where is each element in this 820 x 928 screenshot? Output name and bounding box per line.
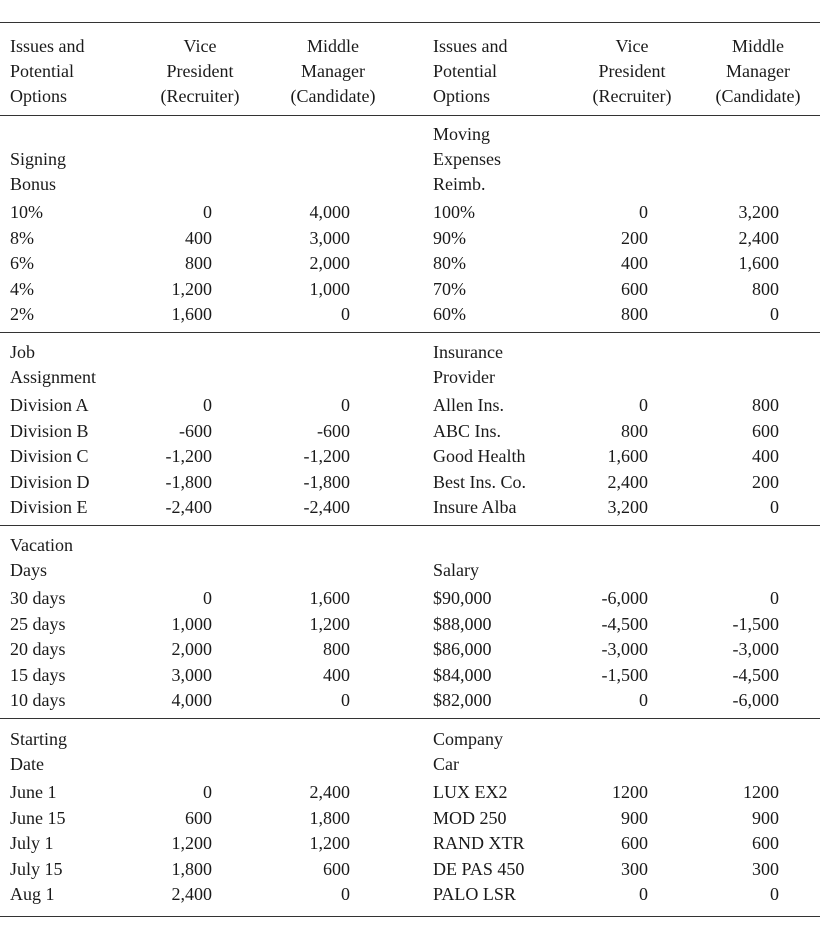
middle-manager-value: 4,000 — [309, 202, 350, 222]
option-label: 2% — [10, 304, 34, 324]
vice-president-value: 3,200 — [607, 497, 648, 517]
header-rule — [0, 115, 820, 116]
vice-president-value: 300 — [621, 858, 648, 879]
middle-manager-value: 1200 — [743, 782, 779, 802]
option-label: $84,000 — [433, 664, 492, 685]
option-label: June 1 — [10, 782, 57, 802]
vice-president-value: 0 — [639, 690, 648, 710]
section-title: Starting — [10, 729, 67, 749]
vice-president-value: 0 — [203, 588, 212, 608]
option-label: MOD 250 — [433, 807, 507, 828]
vice-president-value: 1200 — [612, 782, 648, 802]
middle-manager-value: 1,600 — [738, 253, 779, 273]
option-label: 30 days — [10, 588, 66, 608]
section-title: Assignment — [10, 367, 97, 387]
option-label: 60% — [433, 304, 466, 324]
option-label: June 15 — [10, 807, 66, 828]
vice-president-value: -4,500 — [601, 613, 648, 634]
vice-president-value: 0 — [203, 395, 212, 415]
section-title: Vacation — [10, 535, 73, 555]
header-vice-president-label: Vice — [615, 36, 649, 56]
vice-president-value: 4,000 — [171, 690, 212, 710]
middle-manager-value: 400 — [323, 664, 350, 685]
vice-president-value: 0 — [639, 202, 648, 222]
header-issues-label: Issues and — [10, 36, 85, 56]
option-label: Best Ins. Co. — [433, 471, 527, 492]
middle-manager-value: -4,500 — [732, 664, 779, 685]
vice-president-value: 600 — [621, 833, 648, 853]
vice-president-value: 3,000 — [171, 664, 212, 685]
middle-manager-value: 600 — [752, 420, 779, 441]
header-issues-label: Potential — [433, 61, 497, 81]
middle-manager-value: 0 — [770, 884, 779, 904]
table-bottom-rule — [0, 916, 820, 917]
middle-manager-value: 0 — [341, 690, 350, 710]
header-vice-president-label: President — [166, 61, 234, 81]
vice-president-value: -1,800 — [165, 471, 212, 492]
option-label: 80% — [433, 253, 466, 273]
section-title: Expenses — [433, 149, 501, 169]
option-label: 4% — [10, 278, 34, 299]
header-issues-label: Issues and — [433, 36, 508, 56]
vice-president-value: 600 — [185, 807, 212, 828]
middle-manager-value: 3,200 — [738, 202, 779, 222]
header-middle-manager-label: (Candidate) — [290, 86, 376, 106]
option-label: 6% — [10, 253, 34, 273]
vice-president-value: 1,000 — [171, 613, 212, 634]
vice-president-value: 200 — [621, 227, 648, 248]
middle-manager-value: 1,200 — [309, 613, 350, 634]
middle-manager-value: 600 — [752, 833, 779, 853]
option-label: Division A — [10, 395, 89, 415]
section-title: Days — [10, 560, 47, 580]
option-label: 10% — [10, 202, 43, 222]
vice-president-value: 800 — [621, 304, 648, 324]
option-label: 70% — [433, 278, 466, 299]
vice-president-value: 2,400 — [171, 884, 212, 904]
vice-president-value: 2,400 — [607, 471, 648, 492]
header-middle-manager-label: Manager — [301, 61, 365, 81]
middle-manager-value: -600 — [317, 420, 350, 441]
section-title: Salary — [433, 560, 479, 580]
middle-manager-value: 800 — [323, 639, 350, 659]
header-middle-manager-label: Middle — [307, 36, 359, 56]
option-label: ABC Ins. — [433, 420, 502, 441]
vice-president-value: 1,200 — [171, 278, 212, 299]
vice-president-value: 800 — [621, 420, 648, 441]
vice-president-value: 800 — [185, 253, 212, 273]
option-label: Division E — [10, 497, 88, 517]
option-label: RAND XTR — [433, 833, 525, 853]
vice-president-value: -6,000 — [601, 588, 648, 608]
middle-manager-value: 400 — [752, 446, 779, 466]
section-title: Car — [433, 754, 459, 774]
header-vice-president-label: President — [598, 61, 666, 81]
option-label: $90,000 — [433, 588, 492, 608]
section-title: Signing — [10, 149, 67, 169]
option-label: LUX EX2 — [433, 782, 508, 802]
option-label: 8% — [10, 227, 34, 248]
vice-president-value: 0 — [203, 202, 212, 222]
header-middle-manager-label: Manager — [726, 61, 790, 81]
option-label: Division B — [10, 420, 89, 441]
option-label: July 15 — [10, 858, 63, 879]
vice-president-value: -600 — [179, 420, 212, 441]
vice-president-value: -1,500 — [601, 664, 648, 685]
middle-manager-value: 3,000 — [309, 227, 350, 248]
middle-manager-value: 2,400 — [738, 227, 779, 248]
middle-manager-value: -1,800 — [303, 471, 350, 492]
middle-manager-value: 0 — [770, 588, 779, 608]
vice-president-value: 400 — [185, 227, 212, 248]
section-title: Date — [10, 754, 44, 774]
vice-president-value: 900 — [621, 807, 648, 828]
option-label: $86,000 — [433, 639, 492, 659]
option-label: DE PAS 450 — [433, 858, 525, 879]
header-issues-label: Potential — [10, 61, 74, 81]
vice-president-value: 400 — [621, 253, 648, 273]
vice-president-value: -3,000 — [601, 639, 648, 659]
middle-manager-value: 800 — [752, 278, 779, 299]
option-label: 10 days — [10, 690, 66, 710]
option-label: $88,000 — [433, 613, 492, 634]
section-title: Moving — [433, 124, 491, 144]
vice-president-value: 1,600 — [171, 304, 212, 324]
header-vice-president-label: Vice — [183, 36, 217, 56]
section-rule — [0, 718, 820, 719]
section-title: Bonus — [10, 174, 57, 194]
section-title: Provider — [433, 367, 495, 387]
option-label: 20 days — [10, 639, 66, 659]
vice-president-value: -2,400 — [165, 497, 212, 517]
option-label: 100% — [433, 202, 475, 222]
header-vice-president-label: (Recruiter) — [592, 86, 672, 106]
header-middle-manager-label: Middle — [732, 36, 784, 56]
header-vice-president-label: (Recruiter) — [160, 86, 240, 106]
vice-president-value: 2,000 — [171, 639, 212, 659]
middle-manager-value: 0 — [341, 304, 350, 324]
option-label: Insure Alba — [433, 497, 517, 517]
vice-president-value: 600 — [621, 278, 648, 299]
header-issues-label: Options — [433, 86, 491, 106]
middle-manager-value: 0 — [341, 884, 350, 904]
middle-manager-value: 800 — [752, 395, 779, 415]
header-issues-label: Options — [10, 86, 68, 106]
section-title: Company — [433, 729, 503, 749]
middle-manager-value: 900 — [752, 807, 779, 828]
vice-president-value: 1,600 — [607, 446, 648, 466]
vice-president-value: 0 — [639, 884, 648, 904]
middle-manager-value: 2,400 — [309, 782, 350, 802]
option-label: 25 days — [10, 613, 66, 634]
vice-president-value: 0 — [203, 782, 212, 802]
option-label: 90% — [433, 227, 466, 248]
middle-manager-value: 1,800 — [309, 807, 350, 828]
middle-manager-value: -1,200 — [303, 446, 350, 466]
vice-president-value: 0 — [639, 395, 648, 415]
middle-manager-value: 0 — [341, 395, 350, 415]
section-title: Reimb. — [433, 174, 486, 194]
vice-president-value: -1,200 — [165, 446, 212, 466]
section-title: Job — [10, 342, 36, 362]
section-rule — [0, 332, 820, 333]
middle-manager-value: -6,000 — [732, 690, 779, 710]
middle-manager-value: 200 — [752, 471, 779, 492]
option-label: Good Health — [433, 446, 526, 466]
middle-manager-value: 1,200 — [309, 833, 350, 853]
vice-president-value: 1,200 — [171, 833, 212, 853]
section-title: Insurance — [433, 342, 503, 362]
middle-manager-value: -2,400 — [303, 497, 350, 517]
middle-manager-value: 0 — [770, 304, 779, 324]
option-label: $82,000 — [433, 690, 492, 710]
middle-manager-value: -1,500 — [732, 613, 779, 634]
middle-manager-value: 1,000 — [309, 278, 350, 299]
option-label: Division C — [10, 446, 89, 466]
middle-manager-value: 1,600 — [309, 588, 350, 608]
middle-manager-value: 2,000 — [309, 253, 350, 273]
vice-president-value: 1,800 — [171, 858, 212, 879]
table-top-rule — [0, 22, 820, 23]
option-label: PALO LSR — [433, 884, 516, 904]
option-label: July 1 — [10, 833, 54, 853]
middle-manager-value: -3,000 — [732, 639, 779, 659]
middle-manager-value: 0 — [770, 497, 779, 517]
option-label: Allen Ins. — [433, 395, 504, 415]
option-label: Aug 1 — [10, 884, 55, 904]
option-label: Division D — [10, 471, 90, 492]
section-rule — [0, 525, 820, 526]
option-label: 15 days — [10, 664, 66, 685]
middle-manager-value: 600 — [323, 858, 350, 879]
header-middle-manager-label: (Candidate) — [715, 86, 801, 106]
middle-manager-value: 300 — [752, 858, 779, 879]
